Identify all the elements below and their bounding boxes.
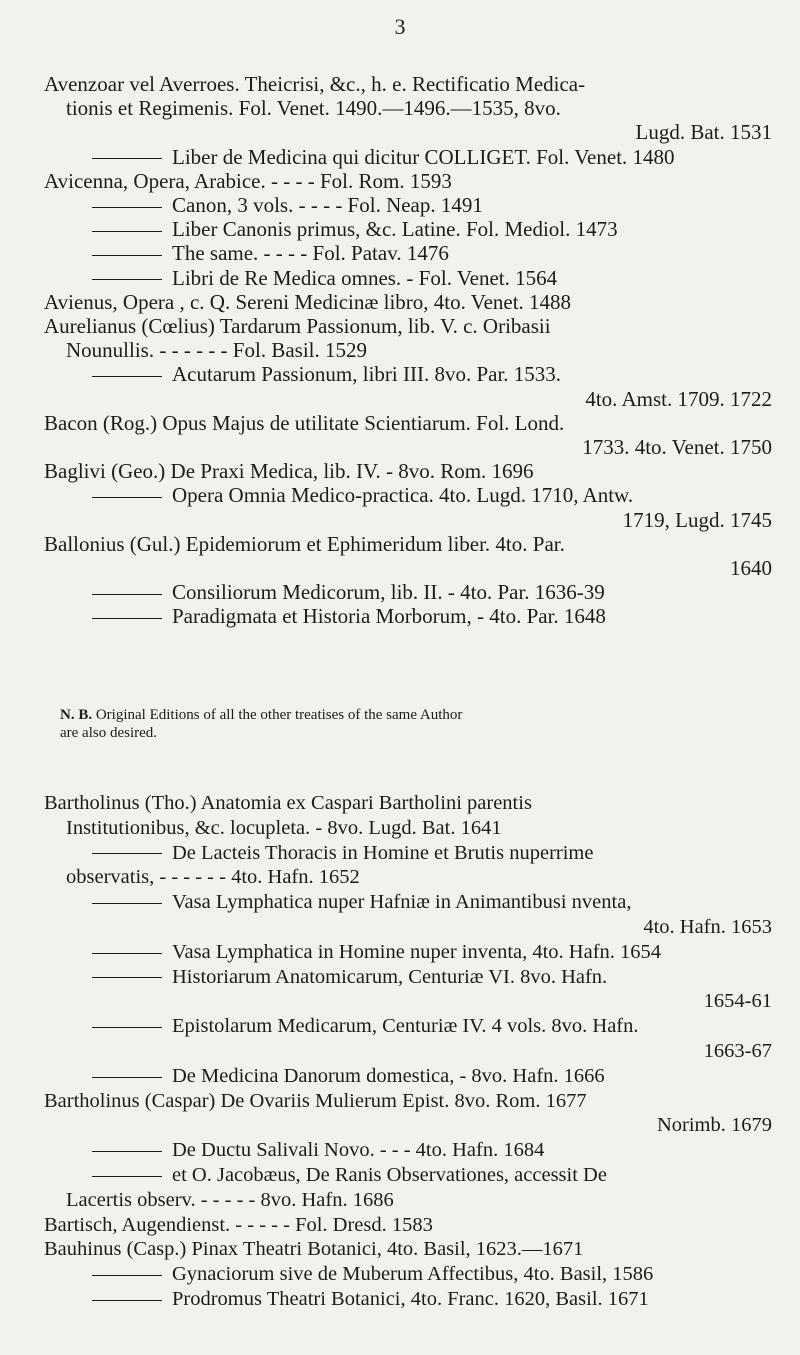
catalogue-line-text: Aurelianus (Cœlius) Tardarum Passionum, lib. V. c. Oribasii	[44, 314, 551, 339]
catalogue-line	[44, 241, 772, 265]
catalogue-line	[44, 890, 772, 915]
entries-block-2	[44, 791, 772, 1312]
catalogue-line	[44, 1138, 772, 1163]
catalogue-line	[44, 556, 772, 580]
catalogue-line	[44, 1064, 772, 1089]
catalogue-line-text: Libri de Re Medica omnes. - Fol. Venet. 1564	[172, 265, 558, 290]
catalogue-line-text: Opera Omnia Medico-practica. 4to. Lugd. 1710, Antw.	[172, 483, 634, 508]
catalogue-line	[44, 816, 772, 841]
catalogue-line-text: et O. Jacobæus, De Ranis Observationes, accessit De	[172, 1163, 607, 1186]
catalogue-line-text: Baglivi (Geo.) De Praxi Medica, lib. IV. - 8vo. Rom. 1696	[44, 459, 534, 484]
catalogue-line	[44, 1237, 772, 1262]
catalogue-line	[44, 1262, 772, 1287]
catalogue-line-text: The same. - - - - Fol. Patav. 1476	[172, 241, 449, 266]
catalogue-line-text: 1733. 4to. Venet. 1750	[582, 435, 772, 460]
catalogue-line	[44, 1188, 772, 1213]
catalogue-line	[44, 120, 772, 144]
catalogue-line-text: Vasa Lymphatica in Homine nuper inventa, 4to. Hafn. 1654	[172, 940, 662, 963]
catalogue-line-text: 1663-67	[703, 1039, 772, 1062]
catalogue-line-text: Nounullis. - - - - - - Fol. Basil. 1529	[66, 338, 367, 363]
ditto-dash	[92, 1077, 162, 1078]
catalogue-line	[44, 266, 772, 290]
catalogue-line-text: Ballonius (Gul.) Epidemiorum et Ephimeridum liber. 4to. Par.	[44, 531, 565, 556]
catalogue-line-text: Lacertis observ. - - - - - 8vo. Hafn. 1686	[66, 1188, 394, 1211]
ditto-dash	[92, 497, 162, 498]
ditto-dash	[92, 618, 162, 619]
ditto-dash	[92, 1151, 162, 1152]
ditto-dash	[92, 255, 162, 256]
ditto-dash	[92, 1300, 162, 1301]
catalogue-line-text: Paradigmata et Historia Morborum, - 4to. Par. 1648	[172, 604, 606, 629]
catalogue-line	[44, 1287, 772, 1312]
catalogue-line	[44, 314, 772, 338]
ditto-dash	[92, 376, 162, 377]
ditto-dash	[92, 158, 162, 159]
catalogue-line-text: Norimb. 1679	[656, 1114, 772, 1137]
catalogue-line	[44, 145, 772, 169]
catalogue-line	[44, 965, 772, 990]
catalogue-line-text: Bauhinus (Casp.) Pinax Theatri Botanici, 4to. Basil, 1623.—1671	[44, 1238, 584, 1261]
ditto-dash	[92, 903, 162, 904]
catalogue-line-text: Avienus, Opera , c. Q. Sereni Medicinæ libro, 4to. Venet. 1488	[44, 289, 572, 314]
catalogue-line	[44, 290, 772, 314]
page-number: 3	[394, 14, 406, 39]
catalogue-line	[44, 791, 772, 816]
catalogue-line-text: Gynaciorum sive de Muberum Affectibus, 4to. Basil, 1586	[172, 1263, 654, 1286]
catalogue-line-text: De Medicina Danorum domestica, - 8vo. Hafn. 1666	[172, 1064, 605, 1087]
catalogue-line-text: tionis et Regimenis. Fol. Venet. 1490.—1496.—1535, 8vo.	[66, 96, 561, 121]
catalogue-line-text: Bartholinus (Tho.) Anatomia ex Caspari Bartholini parentis	[44, 792, 532, 814]
entries-block-1	[44, 72, 772, 629]
catalogue-line	[44, 1113, 772, 1138]
catalogue-line-text: Lugd. Bat. 1531	[635, 120, 772, 145]
catalogue-line-text: 1719, Lugd. 1745	[622, 507, 772, 532]
ditto-dash	[92, 207, 162, 208]
catalogue-line	[44, 338, 772, 362]
catalogue-line	[44, 387, 772, 411]
nota-bene-line-1: Original Editions of all the other treatises of the same Author	[95, 707, 463, 723]
catalogue-line	[44, 915, 772, 940]
catalogue-line-text: 4to. Hafn. 1653	[643, 915, 772, 938]
catalogue-line-text: Historiarum Anatomicarum, Centuriæ VI. 8vo. Hafn.	[172, 965, 608, 988]
catalogue-line	[44, 1039, 772, 1064]
catalogue-line-text: Bartisch, Augendienst. - - - - - Fol. Dresd. 1583	[44, 1213, 433, 1236]
catalogue-line-text: Institutionibus, &c. locupleta. - 8vo. Lugd. Bat. 1641	[66, 816, 502, 839]
catalogue-line-text: 1654-61	[703, 990, 772, 1013]
catalogue-line	[44, 72, 772, 96]
catalogue-line-text: 1640	[730, 556, 772, 581]
catalogue-line-text: Liber Canonis primus, &c. Latine. Fol. Mediol. 1473	[172, 217, 618, 242]
catalogue-line	[44, 483, 772, 507]
catalogue-line	[44, 508, 772, 532]
ditto-dash	[92, 1176, 162, 1177]
ditto-dash	[92, 594, 162, 595]
catalogue-line	[44, 532, 772, 556]
catalogue-line-text: observatis, - - - - - - 4to. Hafn. 1652	[66, 866, 360, 889]
catalogue-line-text: Epistolarum Medicarum, Centuriæ IV. 4 vols. 8vo. Hafn.	[172, 1015, 639, 1038]
catalogue-line-text: Vasa Lymphatica nuper Hafniæ in Animantibusi nventa,	[172, 891, 632, 914]
catalogue-line	[44, 1089, 772, 1114]
catalogue-line	[44, 169, 772, 193]
ditto-dash	[92, 853, 162, 854]
catalogue-line	[44, 1163, 772, 1188]
catalogue-line	[44, 435, 772, 459]
ditto-dash	[92, 279, 162, 280]
ditto-dash	[92, 977, 162, 978]
catalogue-line	[44, 841, 772, 866]
ditto-dash	[92, 1275, 162, 1276]
catalogue-line-text: 4to. Amst. 1709. 1722	[585, 386, 772, 411]
catalogue-line	[44, 217, 772, 241]
catalogue-line	[44, 1014, 772, 1039]
catalogue-line	[44, 989, 772, 1014]
catalogue-line-text: Avenzoar vel Averroes. Theicrisi, &c., h. e. Rectificatio Medica-	[44, 72, 586, 96]
catalogue-line-text: Avicenna, Opera, Arabice. - - - - Fol. Rom. 1593	[44, 168, 452, 193]
catalogue-line	[44, 96, 772, 120]
catalogue-line-text: Bacon (Rog.) Opus Majus de utilitate Scientiarum. Fol. Lond.	[44, 410, 565, 435]
nota-bene-lead: N. B.	[60, 707, 93, 723]
catalogue-line	[44, 865, 772, 890]
catalogue-line	[44, 1213, 772, 1238]
catalogue-line	[44, 411, 772, 435]
ditto-dash	[92, 231, 162, 232]
catalogue-line-text: Canon, 3 vols. - - - - Fol. Neap. 1491	[172, 193, 483, 218]
catalogue-line	[44, 193, 772, 217]
catalogue-line-text: Bartholinus (Caspar) De Ovariis Mulierum Epist. 8vo. Rom. 1677	[44, 1089, 587, 1112]
catalogue-line	[44, 604, 772, 628]
catalogue-line-text: Liber de Medicina qui dicitur COLLIGET. Fol. Venet. 1480	[172, 144, 675, 169]
catalogue-line-text: Acutarum Passionum, libri III. 8vo. Par. 1533.	[172, 362, 562, 387]
catalogue-line-text: Consiliorum Medicorum, lib. II. - 4to. Par. 1636-39	[172, 580, 605, 605]
nota-bene-line-2: are also desired.	[60, 725, 158, 741]
catalogue-line	[44, 459, 772, 483]
catalogue-line	[44, 580, 772, 604]
catalogue-line-text: Prodromus Theatri Botanici, 4to. Franc. 1620, Basil. 1671	[172, 1287, 649, 1310]
catalogue-line	[44, 362, 772, 386]
nota-bene	[60, 706, 760, 742]
ditto-dash	[92, 953, 162, 954]
catalogue-line	[44, 940, 772, 965]
catalogue-line-text: De Ductu Salivali Novo. - - - 4to. Hafn. 1684	[172, 1139, 545, 1162]
catalogue-line-text: De Lacteis Thoracis in Homine et Brutis nuperrime	[172, 841, 594, 864]
ditto-dash	[92, 1027, 162, 1028]
